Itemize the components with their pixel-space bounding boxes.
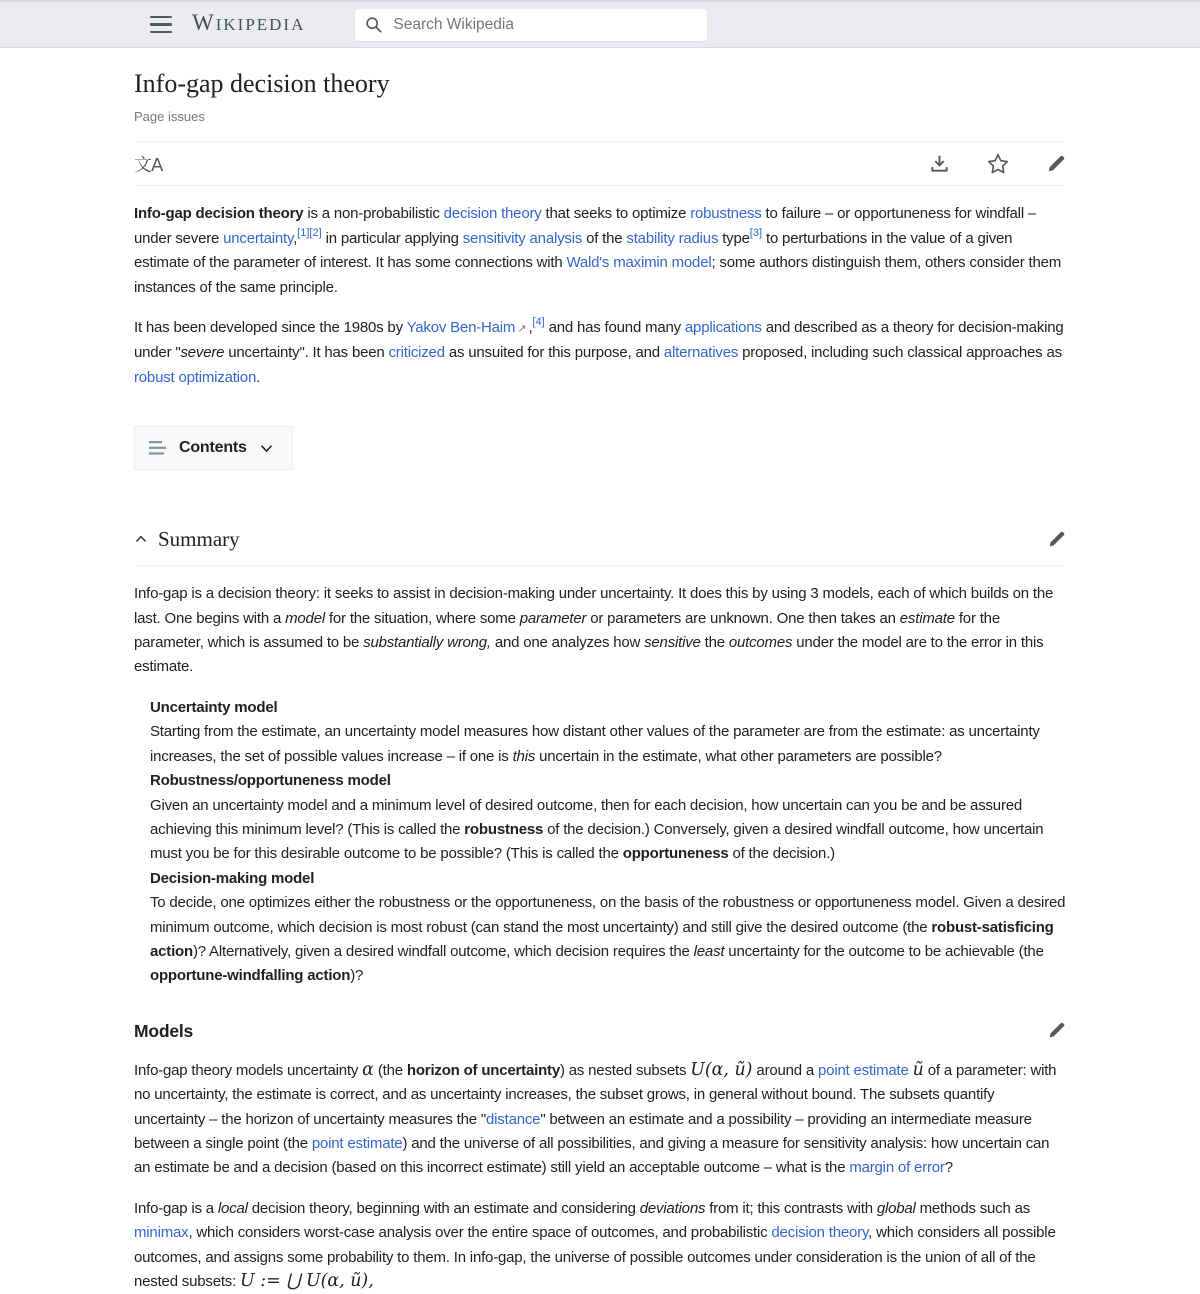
models-paragraph [134, 1197, 1066, 1294]
edit-models-button[interactable] [1047, 1021, 1066, 1040]
text-segment: outcomes [728, 634, 793, 652]
star-icon [987, 153, 1009, 175]
text-segment: Info-gap theory models uncertainty [134, 1061, 363, 1079]
text-segment: that seeks to optimize [541, 205, 691, 223]
citation-ref[interactable]: [1] [297, 226, 310, 239]
page-issues-link[interactable]: Page issues [134, 109, 205, 124]
language-button[interactable] [134, 151, 162, 177]
text-segment: to perturbations in the value of a given estimate of the parameter of interest. It has some connections with [134, 229, 1013, 272]
text-segment: (the [373, 1061, 407, 1079]
edit-article-button[interactable] [1046, 154, 1066, 174]
site-header [0, 0, 1200, 48]
chevron-up-icon [134, 532, 148, 546]
text-segment: opportuneness [622, 845, 729, 863]
wiki-link[interactable]: robustness [690, 205, 762, 223]
hamburger-icon [150, 16, 172, 18]
toolbar-actions [929, 153, 1066, 175]
text-segment: severe [180, 344, 225, 362]
text-segment: model [285, 609, 325, 627]
text-segment: of the decision.) Conversely, given a desired windfall outcome, how uncertain must you be for this desirable outcome to be possible? (This is called the [150, 820, 1044, 863]
text-segment: methods such as [915, 1199, 1031, 1217]
collapse-section-button[interactable] [134, 532, 148, 546]
text-segment: decision theory, beginning with an estimate and considering [247, 1199, 640, 1217]
summary-paragraph [134, 582, 1066, 680]
text-segment: opportune-windfalling action [150, 967, 351, 985]
page-title: Info-gap decision theory [134, 69, 390, 98]
definition-term: Uncertainty model [150, 698, 278, 716]
search-box[interactable] [355, 9, 707, 41]
definition-text [150, 794, 1066, 867]
wiki-link[interactable]: robust optimization [134, 368, 257, 386]
text-segment: . [256, 368, 261, 386]
wiki-link[interactable]: distance [486, 1110, 541, 1128]
citation-ref[interactable]: [3] [749, 226, 763, 239]
text-segment: the [700, 634, 729, 652]
wiki-link[interactable]: Yakov Ben-Haim [406, 319, 516, 337]
edit-summary-button[interactable] [1047, 530, 1066, 549]
edit-pencil-icon [1047, 530, 1066, 549]
contents-button-label: Contents [179, 439, 247, 457]
wiki-link[interactable]: minimax [134, 1224, 189, 1242]
text-segment: , [528, 319, 533, 337]
text-segment: type [718, 229, 750, 247]
math-inline: U := ⋃ U(α, ũ), [240, 1271, 374, 1291]
download-button[interactable] [929, 153, 950, 174]
text-segment: from it; this contrasts with [705, 1199, 877, 1217]
title-block [134, 48, 1066, 142]
models-section-heading [134, 1019, 1066, 1043]
math-inline: U(α, ũ) [690, 1059, 753, 1080]
text-segment: under the model are to the error in this estimate. [134, 634, 1044, 676]
text-segment: ) and the universe of all possibilities, and giving a measure for sensitivity analysis: how uncertain can an estimate be and a decision (based on this incorrect estimate) still yield an acceptable outcome – what is the [134, 1134, 1050, 1177]
math-inline: α [362, 1059, 374, 1080]
text-segment: Info-gap is a decision theory: it seeks to assist in decision-making under uncertainty. It does this by using 3 models, each of which builds on the last. One begins with a [134, 585, 1054, 627]
wiki-link[interactable]: criticized [388, 344, 445, 362]
text-segment: estimate [899, 609, 955, 627]
summary-section-heading [134, 526, 1066, 566]
text-segment: around a [752, 1061, 819, 1079]
text-segment: robust-satisficing action [150, 918, 1054, 960]
edit-pencil-icon [1046, 154, 1066, 174]
text-segment: uncertainty for the outcome to be achievable (the [724, 942, 1044, 960]
search-input[interactable] [391, 15, 697, 35]
text-segment: as unsuited for this purpose, and [444, 344, 664, 362]
text-segment: global [876, 1199, 916, 1217]
wiki-link[interactable]: Wald's maximin model [566, 254, 712, 272]
download-icon [929, 153, 950, 174]
menu-button[interactable] [150, 16, 172, 34]
definition-text [150, 891, 1066, 989]
text-segment: Info-gap decision theory [134, 205, 304, 223]
text-segment: )? Alternatively, given a desired windfall outcome, which decision requires the [192, 942, 694, 960]
wiki-link[interactable]: uncertainty [223, 229, 294, 247]
wiki-link[interactable]: sensitivity analysis [462, 229, 583, 247]
text-segment: substantially wrong, [363, 634, 491, 652]
wiki-link[interactable]: margin of error [849, 1159, 945, 1177]
section-title-models: Models [134, 1020, 194, 1041]
text-segment: parameter [519, 609, 587, 627]
lead-paragraph [134, 202, 1066, 300]
models-definition-list [150, 696, 1066, 989]
text-segment: Given an uncertainty model and a minimum level of desired outcome, then for each decision, how uncertain can you be and be assured achieving this minimum level? (This is called the [150, 796, 1023, 838]
wiki-link[interactable]: decision theory [443, 205, 542, 223]
text-segment: )? [350, 967, 364, 985]
text-segment: Starting from the estimate, an uncertainty model measures how distant other values of the parameter are from the estimate: as uncertainty increases, the set of possible values increase – if one is [150, 723, 1040, 765]
text-segment: proposed, including such classical approaches as [738, 344, 1062, 362]
wiki-link[interactable]: alternatives [663, 344, 739, 362]
text-segment: To decide, one optimizes either the robustness or the opportuneness, on the basis of the robustness or opportuneness model. Given a desired minimum outcome, which decision is most robust (can stand the most uncertainty) and still give the desired outcome (the [150, 894, 1066, 936]
wiki-link[interactable]: applications [684, 319, 762, 337]
text-segment: for the situation, where some [324, 609, 520, 627]
text-segment: , [293, 229, 298, 247]
wiki-link[interactable]: point estimate [818, 1061, 909, 1079]
text-segment: of the decision.) [728, 845, 835, 863]
citation-ref[interactable]: [2] [309, 226, 322, 239]
text-segment: for the parameter, which is assumed to be [134, 609, 1000, 652]
text-segment: deviations [639, 1199, 706, 1217]
text-segment: ) as nested subsets [559, 1061, 691, 1079]
text-segment: and one analyzes how [490, 634, 645, 652]
text-segment: and has found many [544, 319, 685, 337]
text-segment: local [217, 1199, 248, 1217]
definition-term: Robustness/opportuneness model [150, 772, 391, 790]
text-segment: least [693, 942, 725, 960]
text-segment: Info-gap is a [134, 1199, 218, 1217]
contents-button[interactable] [134, 426, 293, 470]
chevron-down-icon [259, 441, 274, 456]
citation-ref[interactable]: [4] [532, 316, 545, 329]
search-icon [365, 16, 383, 34]
definition-term: Decision-making model [150, 869, 315, 887]
text-segment: robustness [464, 820, 544, 838]
text-segment: in particular applying [321, 229, 463, 247]
text-segment: horizon of uncertainty [406, 1061, 560, 1079]
external-link-icon: ↗ [517, 323, 527, 336]
text-segment: to failure – or opportuneness for windfall – under severe [134, 205, 1037, 247]
lead-paragraph [134, 316, 1066, 390]
section-title-summary: Summary [158, 527, 240, 552]
wiki-link[interactable]: decision theory [771, 1224, 869, 1242]
text-segment: of the [582, 229, 627, 247]
text-segment: , which considers all possible outcomes, and assigns some probability to them. In info-gap, the universe of possible outcomes under consideration is the union of all of the nested subsets: [134, 1224, 1056, 1290]
language-icon: 文A [134, 154, 163, 176]
text-segment: It has been developed since the 1980s by [134, 319, 407, 337]
text-segment: or parameters are unknown. One then takes an [586, 609, 900, 627]
text-segment: sensitive [644, 634, 701, 652]
wiki-link[interactable]: point estimate [311, 1134, 403, 1152]
wikipedia-wordmark[interactable]: WIKIPEDIA [192, 10, 306, 36]
models-paragraph [134, 1059, 1066, 1181]
text-segment: , which considers worst-case analysis over the entire space of outcomes, and probabilistic [188, 1224, 772, 1242]
text-segment: of a parameter: with no uncertainty, the estimate is correct, and as uncertainty increases, the subset grows, in general without bound. The subsets quantify uncertainty – the horizon of uncertainty measures the " [134, 1061, 1057, 1128]
article-content [134, 48, 1066, 1294]
text-segment: and described as a theory for decision-making under " [134, 319, 1064, 362]
watch-star-button[interactable] [987, 153, 1009, 175]
text-segment: ; some authors distinguish them, others consider them instances of the same principle. [134, 254, 1062, 296]
list-icon [149, 440, 167, 456]
text-segment: this [512, 747, 536, 765]
text-segment: " between an estimate and a possibility – providing an intermediate measure between a single point (the [134, 1110, 1032, 1152]
article-toolbar [134, 142, 1066, 186]
text-segment: ? [944, 1159, 953, 1177]
text-segment: is a non-probabilistic [303, 205, 444, 223]
text-segment: uncertain in the estimate, what other parameters are possible? [535, 747, 942, 765]
edit-pencil-icon [1047, 1021, 1066, 1040]
definition-text [150, 720, 1066, 769]
wiki-link[interactable]: stability radius [626, 229, 719, 247]
text-segment: uncertainty". It has been [224, 344, 389, 362]
math-inline: ũ [912, 1059, 924, 1080]
